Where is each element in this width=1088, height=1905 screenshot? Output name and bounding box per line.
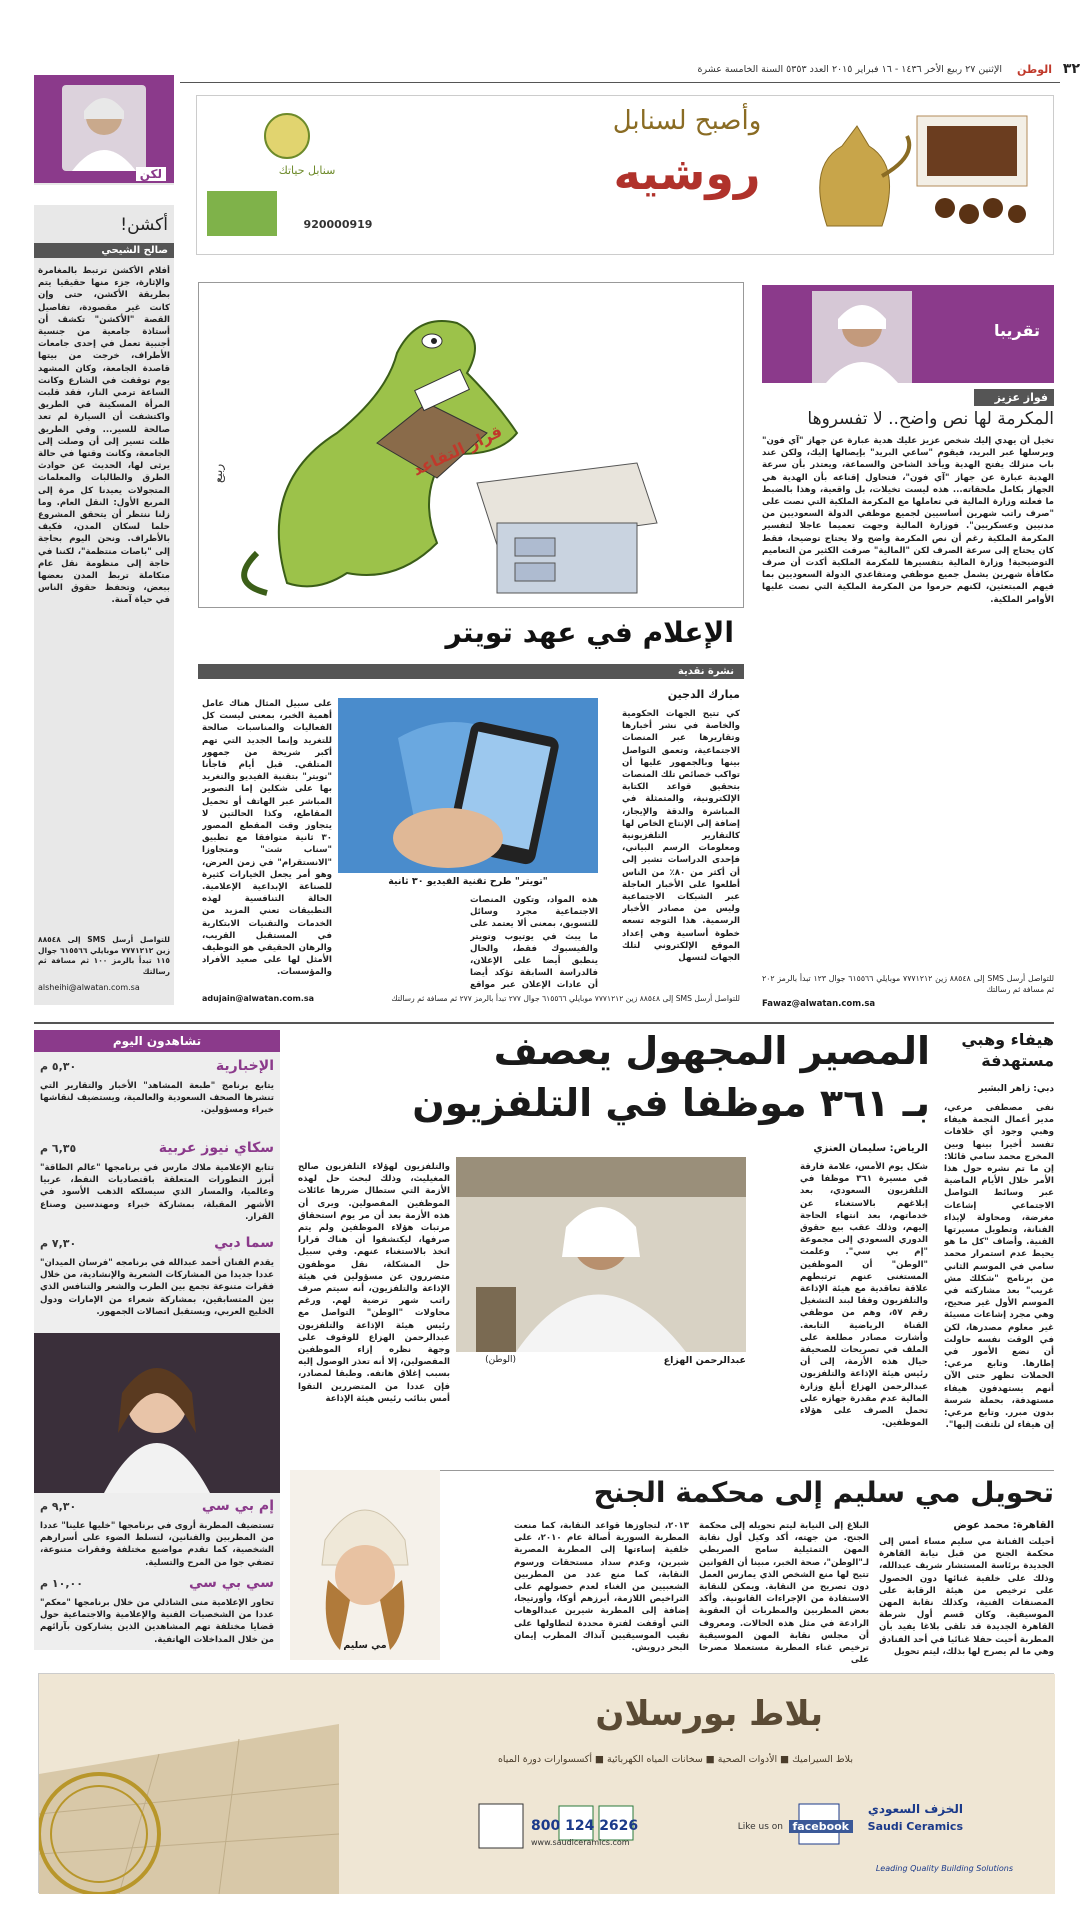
schedule-time: ١٠,٠٠ م [40,1577,83,1590]
schedule-item [34,1498,280,1578]
ad-phone[interactable]: 800 124 2626 [531,1818,639,1834]
tv-article [290,1015,940,1475]
media-col2: هذه المواد، وتكون المنصات الاجتماعية مجرد وسائل للتسويق، بمعنى ألا يعتمد على ما يبث في يوتيوب وتويتر والفيسبوك فقط، والحال ينطبق أيضا على الإعلان، فالدراسة السابقة تؤكد أيضا أن عادات الإعلان عبر مواقع [470,895,598,990]
left-section-label: لكن [136,167,166,181]
schedule-desc: يتابع برنامج "طبعة المشاهد" الأخبار والتقارير التي تنشرها الصحف السعودية والعالمية، ويستضيف لنقاشها خبراء ومسؤولين. [40,1081,274,1116]
schedule-time: ٩,٣٠ م [40,1500,77,1513]
media-col1: كي تتيح الجهات الحكومية والخاصة في نشر أخبارها وتقاريرها عبر المنصات الاجتماعية، وتعمق التواصل بينها وبالجمهور عليها أن تواكب خصائص تلك المنصات بتحقيق قواعد الكتابة الإلكترونية، والمتمثلة في المباشرة والدقة والإيجاز، إضافة إلى الإنتاج الخاص لها كالتقارير التلفزيونية ومعلومات الرسم البياني، فإحدى الدراسات تشير إلى أن أكثر من ٨٠٪ من الناس أطلعوا على الأخبار العاجلة عبر الشبكات الاجتماعية وليس من مصادر الأخبار الرسمية. هذا التوجه تسعه خطوة أساسية وهي إعداد الموقع الإلكتروني لتلك الجهات لتسهل [622,709,740,964]
schedule-desc: تحاور الإعلامية منى الشاذلي من خلال برنامجها "معكم" عددا من الشخصيات الفنية والإعلامية والاجتماعية حول قضايا مختلفة تهم المشاهدين الذين يشاركون بآرائهم من خلال المداخلات الهاتفية. [40,1598,274,1645]
schedule-channel: الإخبارية [215,1058,274,1074]
schedule-title: تشاهدون اليوم [34,1030,280,1052]
ad-brand-arabic: بلاط بورسلان [595,1694,823,1734]
ad-tagline: بلاط السيراميك ■ الأدوات الصحية ■ سخانات المياه الكهربائية ■ أكسسوارات دورة المياه [497,1754,853,1765]
tv-headline-line1: المصير المجهول يعصف [493,1029,930,1073]
media-headline: الإعلام في عهد تويتر [445,616,734,649]
court-headline: تحويل مي سليم إلى محكمة الجنح [593,1476,1054,1509]
haifa-body: نفى مصطفى مرعي، مدير أعمال النجمة هيفاء وهبي وجود أي خلافات تفسد أخيرا بينها وبين المخرج محمد سامي قائلا: إن ما تم نشره حول هذا الأمر خلال الأيام الماضية عبر وسائط التواصل الاجتماعي إشاعات مغرضة، ومحاولة لإيذاء الفنانة، وتطويل مسيرتها الفنية. وأضاف "كل ما هو يحيط عدم استمرار محمد سامي في الموسم الثاني من برنامج "شكلك مش غريب" بعد مشاركته في الموسم الأول غير صحيح، وهي مجرد إشاعات مسيئة غير معلوم مصدرها، لكن في الوقت نفسه حاولت أن نضع الأمور في إطارها. وتابع مرعي: الحملات تظهر حتى الآن أنهم يستهدفون هيفاء مستهدفة، بحملة شرسة بدون مبرر. وتابع مرعي: إن هيفاء لن تلتفت إليها". [944,1103,1054,1431]
ad-headline: وأصبح لسنابل [612,106,762,136]
left-opinion-column [34,75,174,1005]
tv-headline-line2: بـ ٣٦١ موظفا في التلفزيون [412,1081,930,1125]
ad-company-english: Saudi Ceramics [867,1820,963,1833]
haifa-dateline: دبي: زاهر البشير [978,1084,1054,1094]
cartoon [198,282,744,608]
schedule-desc: تستضيف المطربة أروى في برنامجها "خليها علينا" عددا من المطربين والفنانين، لتسلط الضوء على أسرارهم الشخصية، كما تقدم مواضيع مختلفة وفقرات متنوعة، تضفي جوا من المرح والتسلية. [40,1521,274,1568]
cartoon-sign: قرار التقاعد [409,421,505,480]
court-col3: ٢٠١٣، لتجاوزها قواعد النقابة، كما منعت المطربة السورية أصالة عام ٢٠١٠، على خلفية إساءتها إلى المطربة المصرية شيرين، وعدم سداد مستحقات ورسوم النقابة، كما منع عدد من المطربين الشعبيين من الغناء لعدم حصولهم على التراخيص اللازمة، أبرزهم أوكا، وأورتيجا، إضافة إلى المطربة شيرين عبدالوهاب التي أوقفت لفترة محددة لتطاولها على نقيب الموسيقيين آنذاك المطرب إيمان البحر درويش. [514,1521,689,1654]
left-headline: أكشن! [120,215,168,235]
ad-company-slogan: Leading Quality Building Solutions [875,1864,1013,1873]
media-photo-caption: "تويتر" طرح تقنية الفيديو ٣٠ ثانية [388,876,548,887]
media-col3: على سبيل المثال هناك عامل أهمية الخبر، بمعنى ليست كل الفعاليات والمناسبات صالحة للتغريد وإنما الجديد التي تهم أكبر شريحة من جمهور المتلقي. قبل أيام فاجأنا "تويتر" بتقنية الفيديو والتغريد بها على شكلين إما التصوير المباشر عبر الهاتف أو تحميل المقاطع، وكذا الحالتين لا يتجاوز وقت المقطع المصور ٣٠ ثانية متوافقا مع تطبيق "سناب شت" ومتجاوزا "الانستقرام" في زمن العرض، وهو أمر يجعل الخيارات كثيرة للصناعة الإبداعية الإعلامية. الحالة التنافسية لهذه التطبيقات تعني المزيد من الخدمات والتقنيات الابتكارية في المستقبل القريب، والرهان الحقيقي هو التوظيف الأمثل لها على صعيد الأفراد والمؤسسات. [202,699,332,978]
schedule-channel: إم بي سي [201,1498,274,1514]
media-section-label: نشرة نقدية [198,664,744,679]
schedule-item [34,1140,280,1232]
media-contact: للتواصل أرسل SMS إلى ٨٨٥٤٨ زين ٧٧٧١٢١٢ موبايلي ٦١٥٥٦٦ جوال ٢٧٧ تبدأ بالرمز ٢٧٧ ثم مسافة ثم رسالتك [391,994,740,1003]
right-section-label: تقريبا [993,321,1040,340]
right-contact: للتواصل أرسل SMS إلى ٨٨٥٤٨ زين ٧٧٧١٢١٢ موبايلي ٦١٥٥٦٦ جوال ١٢٣ تبدأ بالرمز ٢٠٢ ثم مسافة ثم رسالتك [762,974,1054,995]
page-number: ٣٢ [1062,61,1080,77]
media-email[interactable]: adujain@alwatan.com.sa [202,994,315,1003]
media-article [198,608,744,1020]
tv-col2: والتلفزيون لهؤلاء التلفزيون صالح المغيليث، وذلك لبحث حل لهذه الأزمة التي ستطال ضررها عائلات الموظفين المفصولين. ويرى أن هذه الأزمة بعد أن مر يوم استحقاق مرتبات هؤلاء الموظفين ولم يتم صرفها، ليكتشفوا أن هناك قرارا اتخذ بالاستغناء عنهم. وفي سبيل حل المشكلة، نقل موظفون متضررون عن مسؤولين في هيئة الإذاعة والتلفزيون، أنه سيتم صرف راتب شهر ترضية لهم. ورغم محاولات "الوطن" التواصل مع رئيس هيئة الإذاعة والتلفزيون عبدالرحمن الهزاع للوقوف على وجهة نظره إزاء الموظفين المفصولين، إلا أنه تعذر الوصول إليه بسبب إغلاق هاتفه. وطبقا لمصادر، فإن عددا من المتضررين التقوا أمس بنائب رئيس هيئة الإذاعة [298,1162,450,1404]
presenter-photo [34,1333,280,1493]
tile-pattern-icon [39,1674,1055,1894]
ad-product: روشيه [613,146,761,200]
right-email[interactable]: Fawaz@alwatan.com.sa [762,999,876,1009]
date-line: الإثنين ٢٧ ربيع الأخر ١٤٣٦ - ١٦ فبراير ٢٠١٥ العدد ٥٣٥٣ السنة الخامسة عشرة [697,64,1002,75]
schedule-time: ٥,٣٠ م [40,1060,77,1073]
ad-website[interactable]: www.saudiceramics.com [531,1838,630,1847]
ad-brand: سنابل حياتك [278,164,336,177]
schedule-time: ٧,٣٠ م [40,1237,77,1250]
bottom-advertisement[interactable] [38,1673,1054,1893]
tv-dateline: الرياض: سليمان العنزي [813,1143,928,1154]
haifa-article [944,1030,1054,1470]
right-opinion-column [762,285,1054,1020]
court-article [290,1470,1054,1670]
schedule-time: ٦,٣٥ م [40,1142,77,1155]
masthead-rule [180,82,1060,83]
haifa-headline: هيفاء وهبي مستهدفة [961,1030,1054,1070]
left-body: أفلام الأكشن ترتبط بالمغامرة والإثارة، جزء منها حقيقيا يتم بطريقة الأكشن، حتى وإن كانت غير مقصودة، تفاصيل القصة "الأكشن" تكشف أن أستاذة جامعية من جنسية أجنبية تعمل في إحدى جامعات الأطراف، خرجت من بيتها قاصدة الجامعة، وكان المشهد يوم توقفت في الشارع وكانت الساعة ترمي النار، فقد قلبت المرأة المسكينة في الطريق واكتشفت أن السيارة لم تعد صالحة للسير... وفي الطريق ظلت تسير إلى أن وصلت إلى الجامعة، وكانت وقتها في حالة يرثى لها، الحديث عن حوادث الطرق والطالبات والمعلمات المتجولات يعيدنا كل مرة إلى المربع الأول: النقل العام. وما زلنا ننتظر أن يتحقق المشروع حلما لسكان المدن، فكيف بالأطراف. ونحن اليوم بحاجة إلى "باصات منتظمة"، لكننا في حاجة إلى منظومة نقل عام متكاملة تربط المدن بعضها ببعض، وتحفظ حقوق الناس في حياة آمنة. [38,266,170,606]
author-photo [812,291,912,383]
author-photo [62,85,146,171]
hazza-photo [456,1157,746,1352]
brand-name: الوطن [1016,63,1052,76]
facebook-icon[interactable]: facebook [789,1820,854,1833]
media-author: مبارك الدجين [667,688,740,701]
right-headline: المكرمة لها نص واضح.. لا تفسروها [807,409,1054,429]
schedule-channel: سي بي سي [188,1575,274,1591]
schedule-item [34,1575,280,1650]
ad-company-arabic: الخزف السعودي [867,1802,963,1816]
ad-facebook-label: Like us on [737,1822,783,1832]
tv-photo-caption: عبدالرحمن الهزاع [663,1355,746,1366]
twitter-phone-photo [338,698,598,873]
schedule-item [34,1058,280,1140]
right-author: فواز عزيز [974,389,1054,406]
tv-schedule [34,1030,280,1650]
schedule-desc: تتابع الإعلامية ملاك مارس في برنامجها "عالم الطاقة" أبرز التطورات المتعلقة باقتصاديات النفط، عربيا وعالميا، والمسار الذي سيسلكه الذهب الأسود في الأشهر المقبلة، بمشاركة خبراء ومهندسين وصناع القرار. [40,1163,274,1222]
top-advertisement[interactable] [196,95,1054,255]
media-col2b [338,894,462,990]
schedule-item [34,1235,280,1335]
left-author: صالح الشيحي [34,243,174,258]
court-col2: البلاغ إلى النيابة ليتم تحويله إلى محكمة الجنح. من جهته، أكد وكيل أول نقابة المهن التمثيلية سامح الصريطي لـ"الوطن"، صحة الخبر، مبينا أن القوانين تتيح لها منع الشخص الذي يمارس العمل دون تصريح من النقابة. ويمكن للنقابة الاستفادة من الإجراءات القانونية. وأكد بعض المطربين والمطربات أن العقوبة الرادعة في مثل هذه الحالات. ومعروف أن مجلس نقابة المهن الموسيقية ترخيص غناء المطربة مستعملا مصرحا على [699,1521,869,1666]
court-dateline: القاهرة: محمد عوض [953,1520,1054,1531]
schedule-channel: سما دبي [214,1235,274,1251]
ad-phone[interactable]: 920000919 [303,218,373,231]
may-selim-photo [290,1470,440,1660]
left-email[interactable]: alsheihi@alwatan.com.sa [38,983,140,992]
schedule-desc: يقدم الفنان أحمد عبدالله في برنامجه "فرسان الميدان" عددا جديدا من المشاركات الشعرية والإنشادية، من خلال فقرات متنوعة تجمع بين الطرب والشعر والتنافس الذي بين المتسابقين، بمشاركة شعراء من الإمارات ودول الخليج العربي، ويستقبل اتصالات الجمهور. [40,1258,274,1317]
left-contact: للتواصل أرسل SMS إلى ٨٨٥٤٨ زين ٧٧٧١٢١٢ موبايلي ٦١٥٥٦٦ جوال ١١٥ تبدأ بالرمز ١٠٠ ثم مسافة ثم رسالتك [38,935,171,976]
court-col1: أحيلت الفنانة مي سليم مساء أمس إلى محكمة الجنح من قبل نيابة القاهرة الجديدة برئاسة المستشار شريف عبدالله، وذلك على خلفية غنائها دون الحصول على ترخيص من هيئة الرقابة على المصنفات الفنية، وكذلك نقابة المهن الموسيقية. وكان قسم أول شرطة القاهرة الجديدة قد تلقى بلاغا يفيد بأن المطربة أحيت حفلا غنائيا في أحد الفنادق وهي ما لم يصرح لها بذلك، ليتم تحويل [879,1537,1054,1657]
tv-photo-credit: (الوطن) [485,1355,516,1365]
right-body: تخيل أن يهدي إليك شخص عزيز عليك هدية عبارة عن جهاز "آي فون" ويرسلها عبر البريد، فيقوم "ساعي البريد" بإيصالها إليك، ولكن عند باب منزلك يفتح الهدية ويأخذ الشاحن والسماعة، ويعتذر بأن سرعة الهدية عبارة عن جهاز "آي فون"، فتحاول إقناعه بأن الهدية هي الجهاز بكامل ملحقاته... هذه ليست تخيلات، بل واقعية، وهذا بالضبط ما فعلته وزارة المالية في تعاملها مع المكرمة الملكية التي نصت على "صرف راتب شهرين أساسيين لجميع موظفي الدولة السعوديين من مدنيين وعسكريين". فوزارة المالية وجهت تعميما عاجلا لتفسير المكرمة الملكية رغم أن نص المكرمة واضح ولا يحتاج توضيحا، فقط كان يحتاج إلى سرعة الصرف لكن "المالية" صرفت الكثير من التعاميم التوضيحية! وزارة المالية بتفسيرها للمكرمة الملكية أكدت أن صرف مكافأة شهرين يشمل جميع موظفي ومتقاعدي الدولة السعوديين بما فيهم المبتعثين، لكنهم حرموا من المكرمة الملكية التي نصت عليها الأوامر الملكية. [762,436,1054,605]
cartoon-signature: ربيع [211,463,225,483]
may-selim-caption: مي سليم [343,1640,387,1651]
schedule-channel: سكاي نيوز عربية [158,1140,274,1156]
tv-col1: شكل يوم الأمس، علامة فارقة في مسيرة ٣٦١ موظفا في التلفزيون السعودي، بعد إبلاغهم بالاستغناء عن خدماتهم، بعد انتهاء الحاجة إليهم، وذلك عقب بيع حقوق الدوري السعودي إلى مجموعة "إم بي سي". وعلمت "الوطن" أن الموظفين المستغنى عنهم ترتبطهم علاقة تعاقدية مع هيئة الإذاعة والتلفزيون وفقا لبند التشغيل رقم ٥٧، وهم من موظفي القناة الرياضية التابعة. وأشارت مصادر مطلعة على الملف في تصريحات للصحيفة حيال هذه الأزمة، إلى أن رئيس هيئة الإذاعة والتلفزيون عبدالرحمن الهزاع أبلغ وزارة المالية عدم مقدرة جهازه على تحمل الصرف على هؤلاء الموظفين. [800,1162,928,1429]
right-column-header [762,285,1054,383]
